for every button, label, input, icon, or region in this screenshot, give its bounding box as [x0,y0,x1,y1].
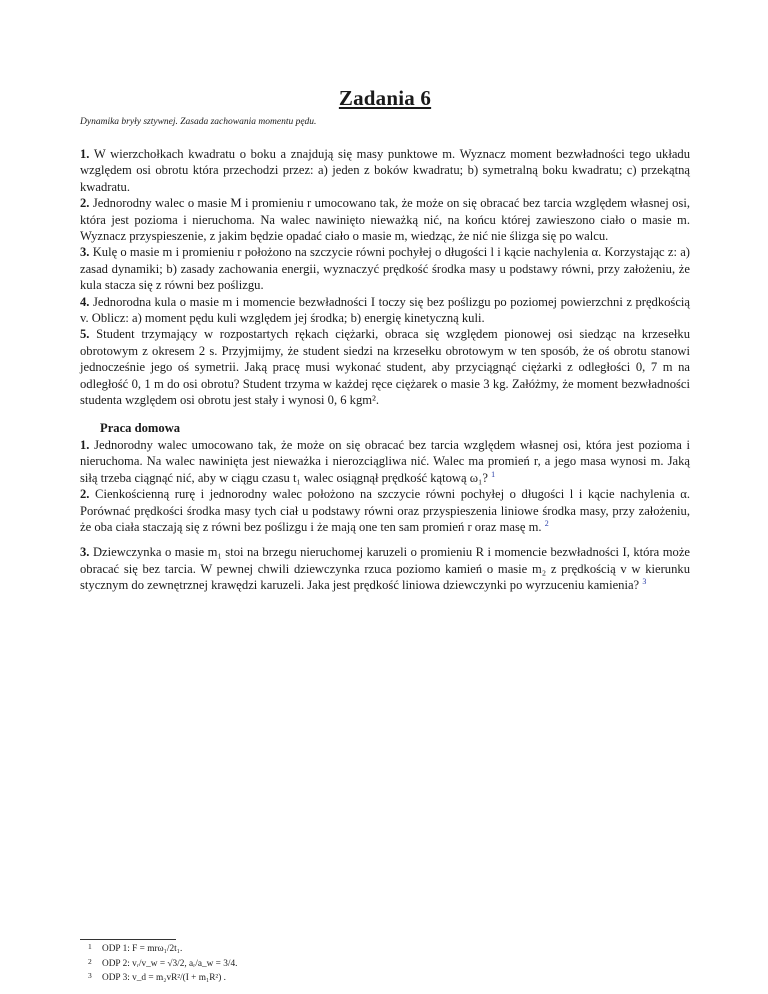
homework-item [80,486,690,535]
page-title: Zadania 6 [338,86,432,110]
task-list [80,146,690,409]
homework-text: Jednorodny walec umocowano tak, że może on się obracać bez tarcia względem własnej osi, która jest pozioma i nieruchoma. Na walec nawinięta jest nieważka i nierozciągliwa nić. Walec ma promień r, a jego masa wynosi m. Jaką siłą trzeba ciągnąć nić, aby w ciągu czasu t₁ walec osiągnął prędkość kątową ω₁? [80,438,691,485]
task-number: 3. [80,245,90,260]
task-number: 1. [80,147,90,161]
footnote-divider [80,939,176,940]
footnote-number: 1 [88,942,92,951]
task-item [80,326,690,408]
task-item [80,244,690,293]
footnote-ref-link[interactable]: 1 [491,469,496,479]
homework-heading: Praca domowa [100,421,181,435]
task-item [80,146,690,195]
homework-text: Dziewczynka o masie m₁ stoi na brzegu nieruchomej karuzeli o promieniu R i momencie bezwładności I, która może obracać się bez tarcia. W pewnej chwili dziewczynka rzuca poziomo kamień o masie m₂ z prędkością v w kierunku stycznym do zewnętrznej krawędzi karuzeli. Jaka jest prędkość liniowa dziewczynki po wyrzuceniu kamienia? [80,545,690,593]
task-number: 2. [80,196,90,211]
task-text: Jednorodny walec o masie M i promieniu r umocowano tak, że może on się obracać bez tarcia względem własnej osi, która jest pozioma i nieruchoma. Na walec nawinięto nieważką nić, na końcu której zawieszono ciało o masie m. Wyznacz przyspieszenie, z jakim będzie opadać ciało o masie m, wiedząc, że nić nie ślizga się po walcu. [80,196,690,244]
task-number: 4. [80,294,90,309]
homework-item [80,544,690,593]
footnote-text: ODP 2: vᵣ/v_w = √3/2, aᵣ/a_w = 3/4. [102,958,238,969]
homework-text: Cienkościenną rurę i jednorodny walec położono na szczycie równi pochyłej o długości l i kącie nachylenia α. Porównać prędkości środka masy tych ciał u podstawy równi oraz przyspieszenia liniowe środka masy, przy założeniu, że oba ciała staczają się z równi bez poślizgu i że mają one ten sam promień r oraz masę m. [80,487,690,535]
footnote-text: ODP 1: F = mrω₁/2t₁. [102,944,183,954]
page-subtitle: Dynamika bryły sztywnej. Zasada zachowania momentu pędu. [80,117,317,127]
homework-item [80,437,690,486]
footnote-text: ODP 3: v_d = m₂vR²/(I + m₁R²) . [102,973,226,984]
homework-number: 2. [80,487,90,502]
task-number: 5. [80,327,90,342]
task-item [80,195,690,244]
task-text: Jednorodna kula o masie m i momencie bezwładności I toczy się bez poślizgu po poziomej powierzchni z prędkością v. Oblicz: a) moment pędu kuli względem jej środka; b) energię kinetyczną kuli. [80,294,691,326]
footnote-number: 2 [88,956,92,966]
footnote-ref-link[interactable]: 3 [642,577,647,587]
footnote [88,970,237,985]
homework-number: 1. [80,438,90,452]
footnote [88,956,237,971]
footnote-ref-link[interactable]: 2 [544,518,549,528]
footnotes [88,941,237,985]
task-text: Kulę o masie m i promieniu r położono na szczycie równi pochyłej o długości l i kącie nachylenia α. Korzystając z: a) zasad dynamiki; b) zasady zachowania energii, wyznaczyć prędkość środka masy u podstawy równi, przy założeniu, że kula stacza się z równi bez poślizgu. [80,245,690,293]
homework-list [80,437,690,594]
footnote [88,941,237,956]
task-text: Student trzymający w rozpostartych rękach ciężarki, obraca się względem pionowej osi siedząc na krzesełku obrotowym z okresem 2 s. Przyjmijmy, że student siedzi na krzesełku obrotowym w ten sposób, że oś obrotu stanowi jednocześnie jego oś symetrii. Jaką pracę musi wykonać student, aby przyciągnąć ciężarki z odległości 0, 7 m na odległość 0, 1 m do osi obrotu? Student trzyma w każdej ręce ciężarek o masie 3 kg. Załóżmy, że moment bezwładności studenta względem osi obrotu jest stały i wynosi 0, 6 kgm². [80,327,690,408]
footnote-number: 3 [88,971,92,981]
task-item [80,294,690,327]
homework-number: 3. [80,545,90,560]
task-text: W wierzchołkach kwadratu o boku a znajdują się masy punktowe m. Wyznacz moment bezwładności tego układu względem osi obrotu która przechodzi przez: a) jeden z boków kwadratu; b) symetralną boku kwadratu; c) przekątną kwadratu. [80,147,690,194]
